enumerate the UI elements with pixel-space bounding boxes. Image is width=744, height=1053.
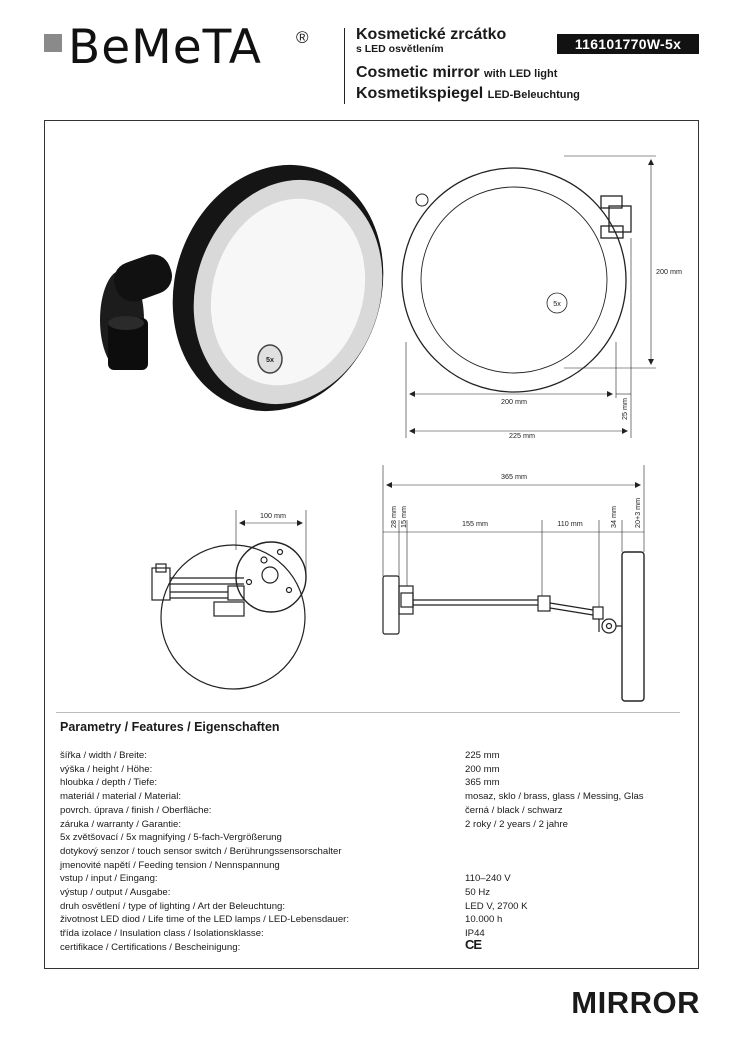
ce-mark: CE [465,937,482,952]
feature-label: 5x zvětšovací / 5x magnifying / 5-fach-Vergrößerung [60,832,282,844]
feature-label: záruka / warranty / Garantie: [60,818,182,830]
dim-side-155: 155 mm [462,519,488,528]
feature-value: 365 mm [465,777,500,789]
side-arm-base-inner [401,593,413,607]
feature-label: certifikace / Certifications / Bescheinigung: [60,941,241,953]
dim-width-225: 225 mm [509,431,535,440]
feature-value: 10.000 h [465,914,503,926]
arm-joint-top [108,316,144,330]
feature-value: LED V, 2700 K [465,900,528,912]
side-pivot-knob [602,619,616,633]
top-hole-3 [287,588,292,593]
header-divider [344,28,345,104]
top-mirror-center [262,567,278,583]
registered-mark: ® [296,28,309,47]
feature-value: mosaz, sklo / brass, glass / Messing, Glas [465,791,644,803]
feature-label: dotykový senzor / touch sensor switch / Berührungssensorschalter [60,845,342,857]
top-arm-joint [228,586,244,600]
dim-width-200: 200 mm [501,397,527,406]
dim-side-110: 110 mm [557,519,583,528]
feature-value: 110–240 V [465,873,511,885]
feature-label: třída izolace / Insulation class / Isolationsklasse: [60,928,264,940]
feature-label: výška / height / Höhe: [60,763,153,775]
title-german-main: Kosmetikspiegel [356,85,484,102]
category-label: MIRROR [571,985,700,1020]
top-hole-2 [247,580,252,585]
logo-square [44,34,62,52]
feature-label: životnost LED diod / Life time of the LED lamps / LED-Lebensdauer: [60,914,350,926]
feature-label: vstup / input / Eingang: [60,873,158,885]
feature-value: 225 mm [465,750,500,761]
features-title: Parametry / Features / Eigenschaften [60,720,280,734]
side-arm-joint [538,596,550,611]
feature-label: materiál / material / Material: [60,791,182,803]
dim-side-20-3: 20+3 mm [633,497,642,528]
feature-value: černá / black / schwarz [465,804,563,816]
front-sensor [416,194,428,206]
subtitle-czech: s LED osvětlením [356,43,444,55]
front-view [402,168,631,392]
top-hole-4 [278,550,283,555]
top-wall-plate [152,568,170,600]
title-czech: Kosmetické zrcátko [356,26,507,43]
front-inner-circle [421,187,607,373]
title-german [356,85,580,103]
feature-label: druh osvětlení / type of lighting / Art der Beleuchtung: [60,900,286,912]
top-hole-1 [261,557,267,563]
feature-label: hloubka / depth / Tiefe: [60,777,158,789]
feature-value: 50 Hz [465,887,491,898]
product-code: 116101770W-5x [557,34,699,54]
top-mirror-circle [236,542,306,612]
dim-top-100: 100 mm [260,511,286,520]
dim-depth-25: 25 mm [620,398,629,420]
title-english-main: Cosmetic mirror [356,64,480,81]
front-outer-circle [402,168,626,392]
feature-label: šířka / width / Breite: [60,750,147,761]
magnify-badge-render-text: 5x [266,355,274,364]
dim-side-28: 28 mm [389,506,398,528]
feature-value: IP44 [465,928,485,940]
dim-side-15: 15 mm [399,506,408,528]
brand-logo: BeMeTA [68,20,262,75]
technical-drawing [44,120,699,710]
side-mirror-body [622,552,644,701]
top-view [152,542,306,689]
top-arm-foot [214,602,244,616]
title-english [356,64,557,82]
front-bracket-plate [609,206,631,232]
front-magnify-label: 5x [553,299,561,308]
dim-side-34: 34 mm [609,506,618,528]
feature-value: 2 roky / 2 years / 2 jahre [465,818,568,830]
dim-total-365: 365 mm [501,472,527,481]
feature-value: 200 mm [465,763,500,775]
side-view [383,552,644,701]
title-german-suffix: LED-Beleuchtung [487,89,580,101]
feature-label: povrch. úprava / finish / Oberfläche: [60,804,212,816]
dim-height-200: 200 mm [656,267,682,276]
side-pivot-block [593,607,603,619]
product-render [100,137,415,438]
top-swing-circle [161,545,305,689]
feature-label: jmenovité napětí / Feeding tension / Nennspannung [60,859,280,871]
title-english-suffix: with LED light [484,68,558,80]
side-wall-plate [383,576,399,634]
feature-label: výstup / output / Ausgabe: [60,887,171,898]
features-divider [56,712,680,713]
